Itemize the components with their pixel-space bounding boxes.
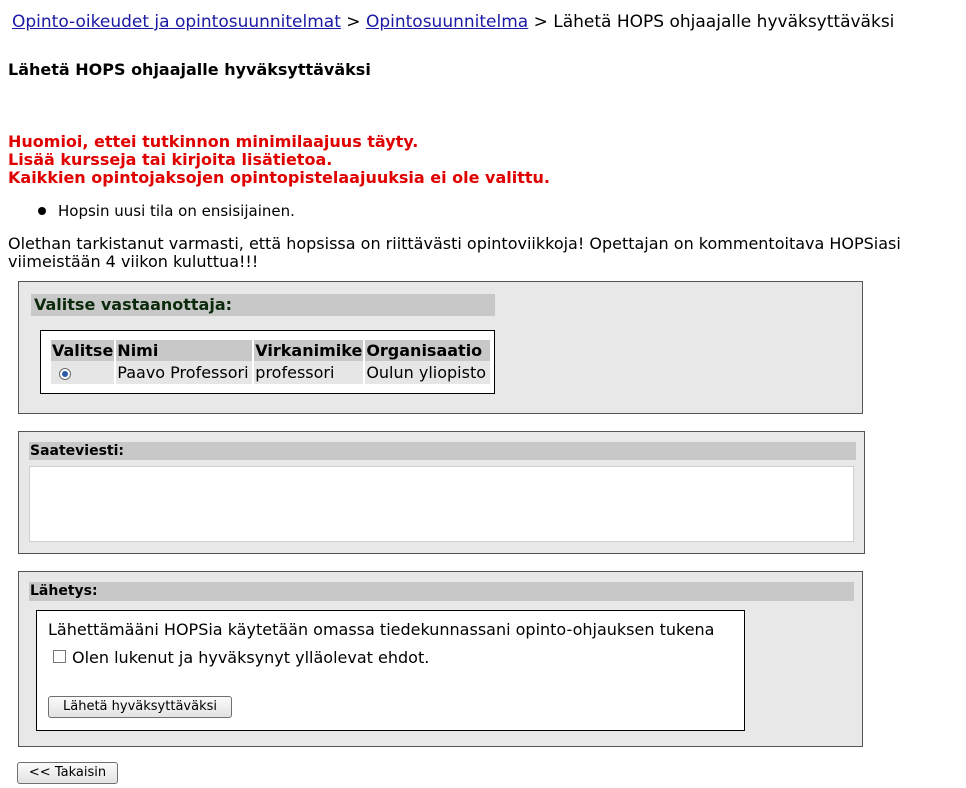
- message-textarea[interactable]: [29, 466, 854, 542]
- breadcrumb-separator: >: [528, 12, 554, 32]
- status-list-item: [38, 202, 295, 220]
- accept-terms-checkbox[interactable]: [53, 650, 66, 663]
- recipient-radio[interactable]: [59, 368, 71, 380]
- send-for-approval-button[interactable]: Lähetä hyväksyttäväksi: [48, 696, 232, 718]
- recipient-job-title: professori: [254, 361, 363, 384]
- column-header-organization: Organisaatio: [365, 340, 490, 361]
- warning-line: Kaikkien opintojaksojen opintopistelaajuuksia ei ole valittu.: [8, 168, 550, 187]
- accept-terms-label[interactable]: Olen lukenut ja hyväksynyt ylläolevat ehdot.: [72, 648, 430, 667]
- page-title: Lähetä HOPS ohjaajalle hyväksyttäväksi: [8, 60, 371, 79]
- message-panel: [18, 431, 865, 554]
- message-heading: Saateviesti:: [29, 442, 856, 460]
- accept-terms-row: [53, 648, 429, 667]
- breadcrumb-current: Lähetä HOPS ohjaajalle hyväksyttäväksi: [553, 12, 895, 32]
- recipient-organization: Oulun yliopisto: [365, 361, 490, 384]
- send-heading: Lähetys:: [29, 582, 854, 601]
- select-cell: [51, 361, 114, 384]
- column-header-name: Nimi: [116, 340, 252, 361]
- back-button[interactable]: << Takaisin: [17, 762, 118, 784]
- send-panel: [18, 571, 863, 747]
- status-text: Hopsin uusi tila on ensisijainen.: [58, 202, 295, 220]
- recipient-table-box: [40, 330, 495, 394]
- recipient-heading: Valitse vastaanottaja:: [31, 294, 495, 316]
- breadcrumb-link-study-plan[interactable]: Opintosuunnitelma: [365, 12, 529, 32]
- recipient-table: [49, 340, 492, 384]
- warning-line: Huomioi, ettei tutkinnon minimilaajuus täyty.: [8, 132, 419, 151]
- notice-text: Olethan tarkistanut varmasti, että hopsissa on riittävästi opintoviikkoja! Opettajan on kommentoitava HOPSiasi viimeistään 4 viikon kuluttua!!!: [8, 234, 901, 271]
- send-box: [36, 610, 745, 731]
- recipient-panel: [18, 281, 863, 414]
- bullet-icon: [38, 207, 46, 215]
- column-header-title: Virkanimike: [255, 341, 363, 360]
- table-header-row: [51, 340, 490, 361]
- table-row: [51, 361, 490, 384]
- breadcrumb: [12, 12, 894, 32]
- warning-messages: [8, 133, 550, 187]
- warning-line: Lisää kursseja tai kirjoita lisätietoa.: [8, 150, 333, 169]
- column-header-select: Valitse: [52, 341, 114, 360]
- recipient-name: Paavo Professori: [116, 361, 252, 384]
- breadcrumb-link-study-rights[interactable]: Opinto-oikeudet ja opintosuunnitelmat: [12, 12, 341, 32]
- breadcrumb-separator: >: [340, 12, 366, 32]
- usage-text: Lähettämääni HOPSia käytetään omassa tiedekunnassani opinto-ohjauksen tukena: [48, 620, 715, 639]
